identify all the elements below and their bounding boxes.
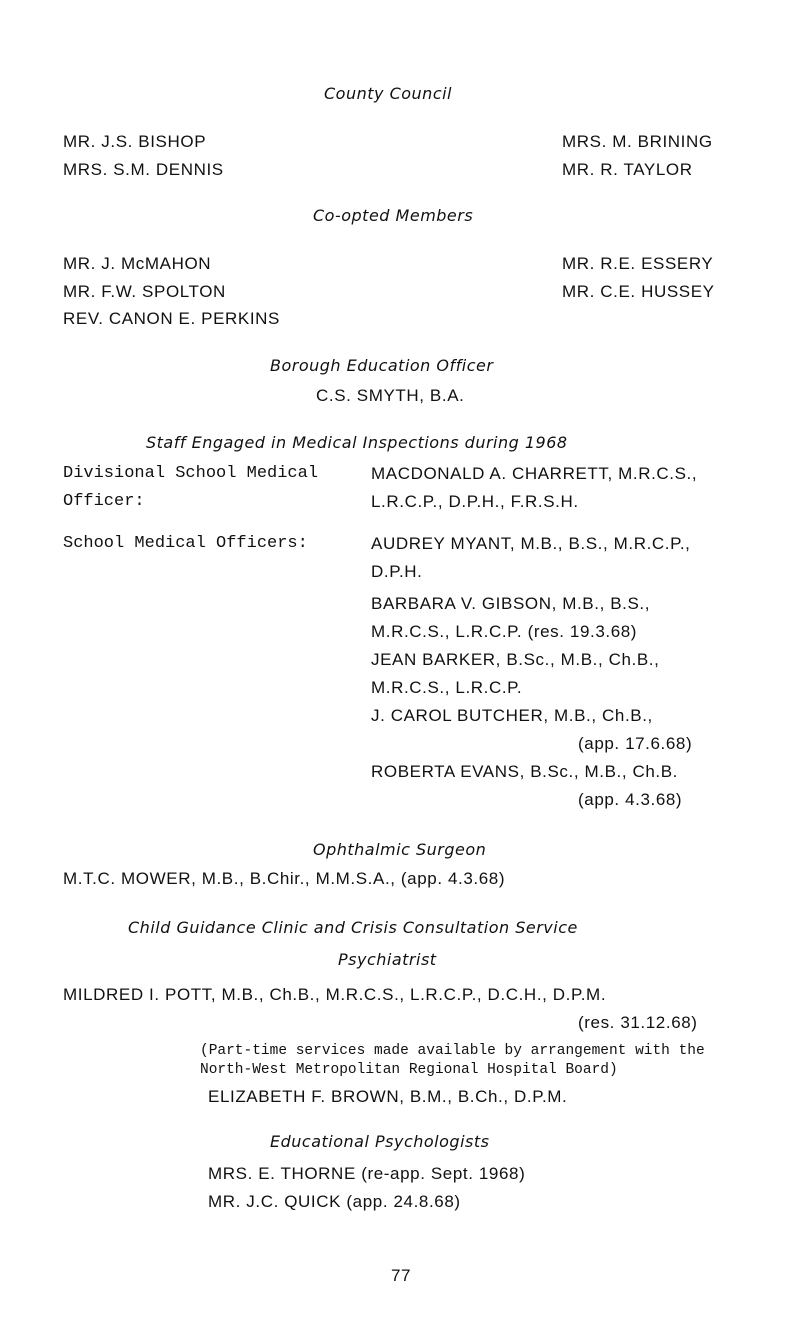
psychiatrist: ELIZABETH F. BROWN, B.M., B.Ch., D.P.M. bbox=[208, 1087, 568, 1106]
divisional-label: Officer: bbox=[63, 492, 145, 511]
coopted-member: MR. R.E. ESSERY bbox=[562, 254, 714, 273]
education-officer-heading: Borough Education Officer bbox=[270, 356, 494, 375]
school-officer: M.R.C.S., L.R.C.P. (res. 19.3.68) bbox=[371, 622, 638, 641]
coopted-heading: Co-opted Members bbox=[313, 206, 474, 225]
education-officer-name: C.S. SMYTH, B.A. bbox=[316, 386, 465, 405]
coopted-member: MR. F.W. SPOLTON bbox=[63, 282, 226, 301]
psychiatrist-heading: Psychiatrist bbox=[338, 950, 437, 969]
school-officer: JEAN BARKER, B.Sc., M.B., Ch.B., bbox=[371, 650, 660, 669]
council-member: MRS. S.M. DENNIS bbox=[63, 160, 224, 179]
council-member: MR. R. TAYLOR bbox=[562, 160, 693, 179]
school-officer: (app. 17.6.68) bbox=[578, 734, 693, 753]
coopted-member: MR. J. McMAHON bbox=[63, 254, 212, 273]
school-officer: (app. 4.3.68) bbox=[578, 790, 683, 809]
school-officer: BARBARA V. GIBSON, M.B., B.S., bbox=[371, 594, 651, 613]
psychologist: MR. J.C. QUICK (app. 24.8.68) bbox=[208, 1192, 461, 1211]
council-member: MR. J.S. BISHOP bbox=[63, 132, 207, 151]
psychologists-heading: Educational Psychologists bbox=[270, 1132, 490, 1151]
school-officer: ROBERTA EVANS, B.Sc., M.B., Ch.B. bbox=[371, 762, 678, 781]
school-officer: D.P.H. bbox=[371, 562, 423, 581]
psychiatrist: MILDRED I. POTT, M.B., Ch.B., M.R.C.S., L.R.C.P., D.C.H., D.P.M. bbox=[63, 985, 607, 1004]
ophthalmic-surgeon: M.T.C. MOWER, M.B., B.Chir., M.M.S.A., (app. 4.3.68) bbox=[63, 869, 506, 888]
child-guidance-heading: Child Guidance Clinic and Crisis Consultation Service bbox=[128, 918, 578, 937]
page-number: 77 bbox=[391, 1266, 412, 1285]
divisional-officer: L.R.C.P., D.P.H., F.R.S.H. bbox=[371, 492, 579, 511]
school-officers-label: School Medical Officers: bbox=[63, 534, 308, 553]
school-officer: J. CAROL BUTCHER, M.B., Ch.B., bbox=[371, 706, 653, 725]
guidance-note: North-West Metropolitan Regional Hospital Board) bbox=[200, 1062, 618, 1078]
psychiatrist: (res. 31.12.68) bbox=[578, 1013, 698, 1032]
divisional-label: Divisional School Medical bbox=[63, 464, 319, 483]
school-officer: AUDREY MYANT, M.B., B.S., M.R.C.P., bbox=[371, 534, 691, 553]
guidance-note: (Part-time services made available by arrangement with the bbox=[200, 1043, 705, 1059]
psychologist: MRS. E. THORNE (re-app. Sept. 1968) bbox=[208, 1164, 526, 1183]
staff-heading: Staff Engaged in Medical Inspections during 1968 bbox=[146, 433, 568, 452]
divisional-officer: MACDONALD A. CHARRETT, M.R.C.S., bbox=[371, 464, 698, 483]
coopted-member: MR. C.E. HUSSEY bbox=[562, 282, 715, 301]
coopted-member: REV. CANON E. PERKINS bbox=[63, 309, 280, 328]
county-council-heading: County Council bbox=[324, 84, 452, 103]
ophthalmic-heading: Ophthalmic Surgeon bbox=[313, 840, 487, 859]
council-member: MRS. M. BRINING bbox=[562, 132, 713, 151]
school-officer: M.R.C.S., L.R.C.P. bbox=[371, 678, 523, 697]
